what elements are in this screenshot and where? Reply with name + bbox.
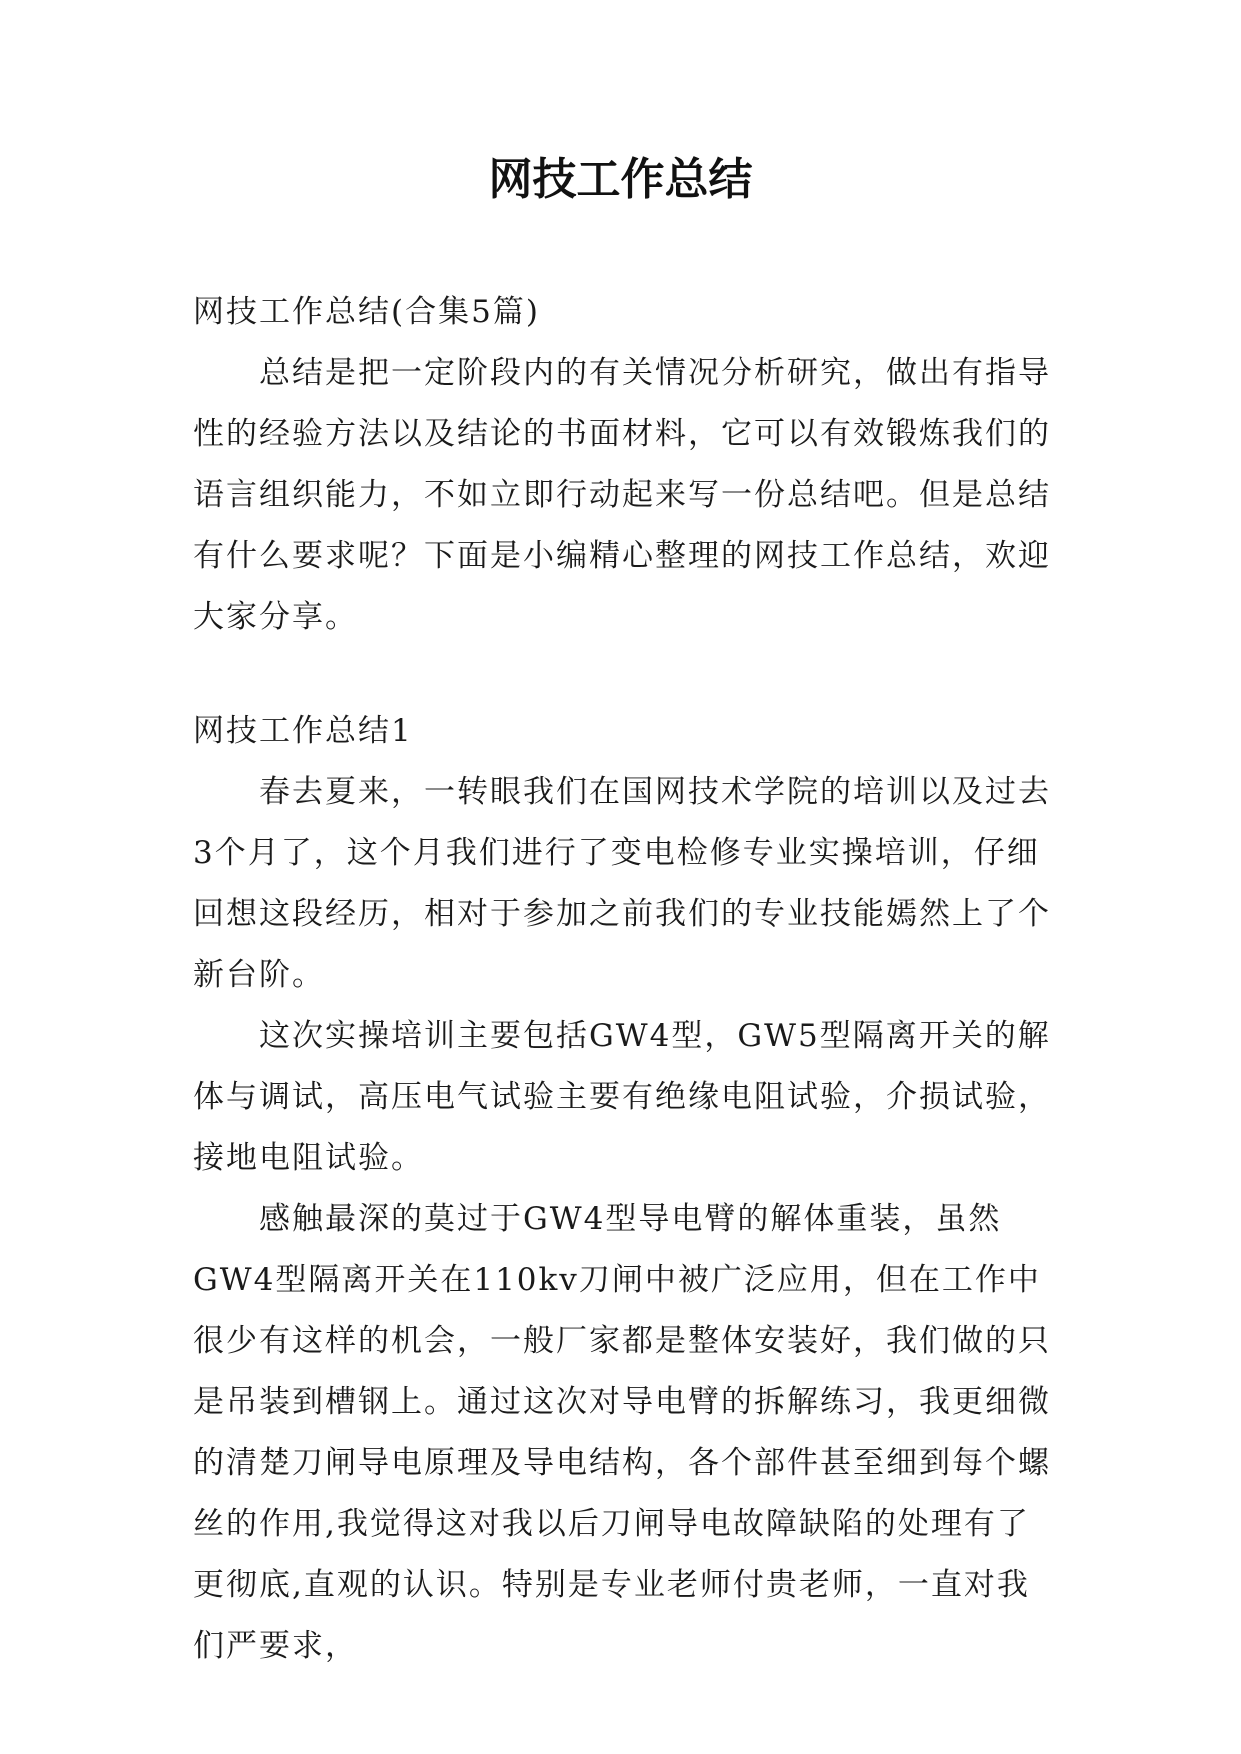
section-heading: 网技工作总结1 xyxy=(193,713,413,749)
document-subtitle: 网技工作总结(合集5篇) xyxy=(193,294,540,330)
body-paragraph: 春去夏来，一转眼我们在国网技术学院的培训以及过去3个月了，这个月我们进行了变电检修专业实操培训，仔细回想这段经历，相对于参加之前我们的专业技能嫣然上了个新台阶。 xyxy=(193,774,1051,993)
intro-paragraph: 总结是把一定阶段内的有关情况分析研究，做出有指导性的经验方法以及结论的书面材料，它可以有效锻炼我们的语言组织能力，不如立即行动起来写一份总结吧。但是总结有什么要求呢？下面是小编精心整理的网技工作总结，欢迎大家分享。 xyxy=(193,355,1051,635)
document-title: 网技工作总结 xyxy=(488,154,753,205)
document-body xyxy=(193,282,1053,1677)
body-paragraph: 这次实操培训主要包括GW4型，GW5型隔离开关的解体与调试，高压电气试验主要有绝缘电阻试验，介损试验，接地电阻试验。 xyxy=(193,1018,1051,1176)
body-paragraph: 感触最深的莫过于GW4型导电臂的解体重装，虽然GW4型隔离开关在110kv刀闸中被广泛应用，但在工作中很少有这样的机会，一般厂家都是整体安装好，我们做的只是吊装到槽钢上。通过这次对导电臂的拆解练习，我更细微的清楚刀闸导电原理及导电结构，各个部件甚至细到每个螺丝的作用,我觉得这对我以后刀闸导电故障缺陷的处理有了更彻底,直观的认识。特别是专业老师付贵老师，一直对我们严要求， xyxy=(193,1201,1051,1664)
